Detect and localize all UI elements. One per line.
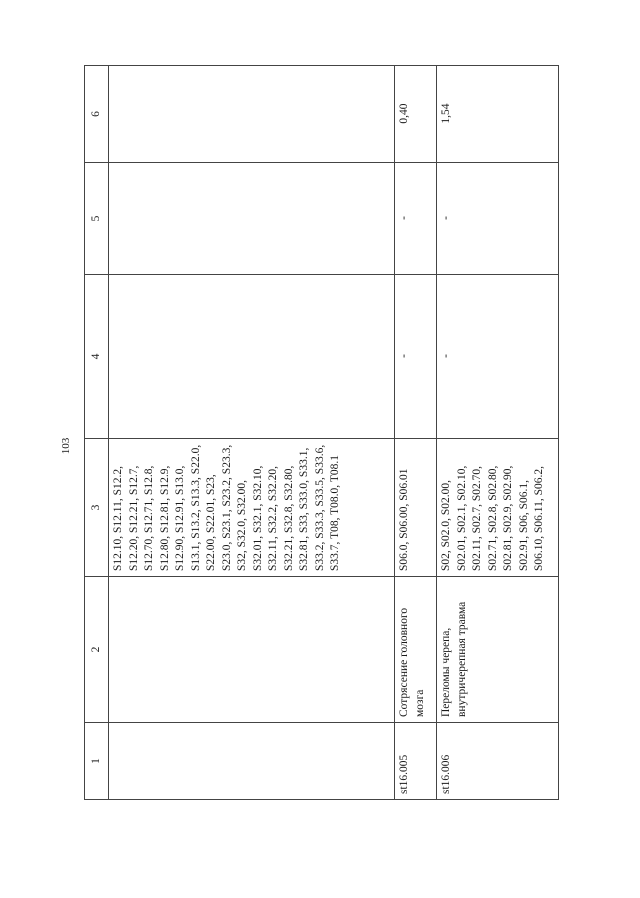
row-col5: - bbox=[437, 163, 559, 275]
row-coefficient bbox=[109, 66, 395, 163]
row-name: Переломы черепа, внутричерепная травма bbox=[437, 577, 559, 723]
row-name bbox=[109, 577, 395, 723]
tariff-table bbox=[84, 65, 559, 800]
table-container bbox=[84, 66, 558, 800]
row-coefficient: 0,40 bbox=[395, 66, 437, 163]
column-header: 1 bbox=[85, 723, 109, 800]
row-code: st16.005 bbox=[395, 723, 437, 800]
row-col5: - bbox=[395, 163, 437, 275]
column-header: 4 bbox=[85, 275, 109, 439]
table-row bbox=[395, 66, 437, 800]
row-name: Сотрясение головного мозга bbox=[395, 577, 437, 723]
column-header: 2 bbox=[85, 577, 109, 723]
table-row bbox=[437, 66, 559, 800]
row-diagnosis-codes: S12.10, S12.11, S12.2, S12.20, S12.21, S12.7, S12.70, S12.71, S12.8, S12.80, S12.81, S12.9, S12.90, S12.91, S13.0, S13.1, S13.2, S13.3, S22.0, S22.00, S22.01, S23, S23.0, S23.1, S23.2, S23.3, S32, S32.0, S32.00, S32.01, S32.1, S32.10, S32.11, S32.2, S32.20, S32.21, S32.8, S32.80, S32.81, S33, S33.0, S33.1, S33.2, S33.3, S33.5, S33.6, S33.7, T08, T08.0, T08.1 bbox=[109, 439, 395, 577]
row-code: st16.006 bbox=[437, 723, 559, 800]
column-header: 5 bbox=[85, 163, 109, 275]
page-number: 103 bbox=[60, 437, 72, 455]
row-col4: - bbox=[395, 275, 437, 439]
row-coefficient: 1,54 bbox=[437, 66, 559, 163]
column-header: 3 bbox=[85, 439, 109, 577]
row-col5 bbox=[109, 163, 395, 275]
column-header: 6 bbox=[85, 66, 109, 163]
header-row bbox=[85, 66, 109, 800]
row-diagnosis-codes: S06.0, S06.00, S06.01 bbox=[395, 439, 437, 577]
row-diagnosis-codes: S02, S02.0, S02.00, S02.01, S02.1, S02.10, S02.11, S02.7, S02.70, S02.71, S02.8, S02.80, S02.81, S02.9, S02.90, S02.91, S06, S06.1, S06.10, S06.11, S06.2, bbox=[437, 439, 559, 577]
row-col4: - bbox=[437, 275, 559, 439]
table-row bbox=[109, 66, 395, 800]
row-col4 bbox=[109, 275, 395, 439]
row-code bbox=[109, 723, 395, 800]
